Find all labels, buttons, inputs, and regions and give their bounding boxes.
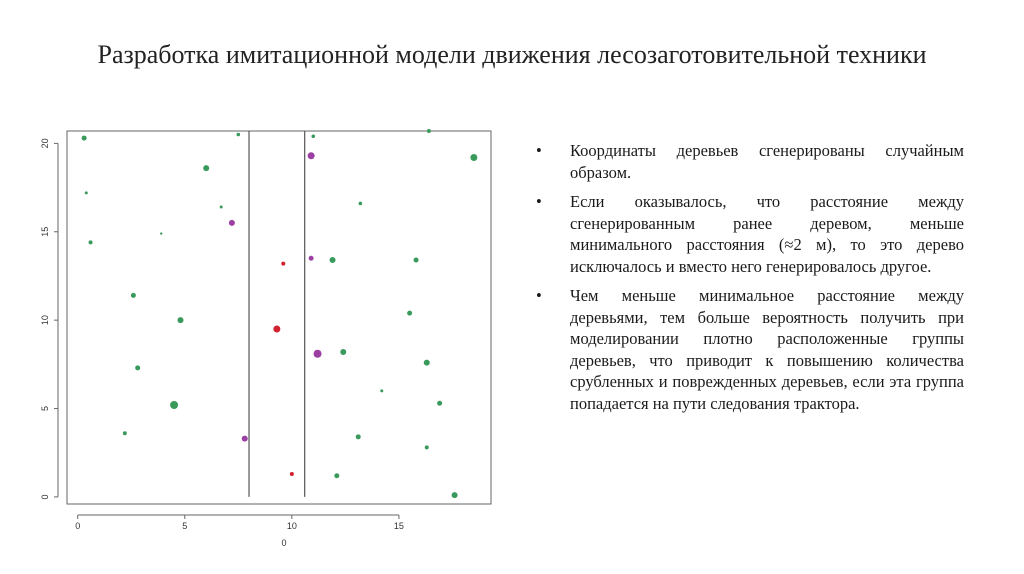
slide-title: Разработка имитационной модели движения лесозаготовительной техники [97,40,927,69]
x-tick-label-5: 5 [182,521,188,531]
data-point-8 [85,191,88,194]
y-tick-label-5: 5 [40,406,50,412]
data-point-23 [340,349,346,355]
data-point-21 [273,325,280,332]
y-tick-label-15: 15 [40,226,50,237]
data-point-29 [123,431,127,435]
x-tick-label-15: 15 [393,521,404,531]
data-point-22 [314,350,322,358]
data-point-26 [380,389,383,392]
bullet-text-1: Координаты деревьев сгенерированы случайным образом. [570,141,964,182]
data-point-30 [356,434,361,439]
data-point-12 [160,232,162,234]
data-point-1 [82,136,87,141]
data-point-31 [242,436,248,442]
data-point-14 [309,256,314,261]
data-point-20 [177,317,183,323]
data-point-27 [437,401,442,406]
data-point-3 [311,135,315,139]
data-point-28 [170,401,178,409]
data-point-34 [334,473,339,478]
data-point-9 [220,206,223,209]
data-point-5 [308,152,315,159]
data-point-16 [330,257,336,263]
data-point-6 [470,154,477,161]
bullet-glyph: • [536,286,542,305]
bullet-item-1 [536,140,964,183]
y-tick-label-10: 10 [40,315,50,326]
data-point-19 [407,311,412,316]
data-point-25 [135,365,140,370]
data-point-4 [427,129,431,133]
bullet-text-3: Чем меньше минимальное расстояние между деревьями, тем больше вероятность получить при моделировании плотно расположенные группы деревьев, что приводит к повышению количества срубленных и поврежденных деревьев, если эта группа попадается на пути следования трактора. [570,286,964,413]
data-point-15 [281,262,285,266]
bullet-item-2 [536,191,964,277]
x-tick-label-10: 10 [286,521,297,531]
data-point-13 [89,240,93,244]
data-point-2 [237,133,241,137]
data-point-35 [452,492,458,498]
y-tick-label-0: 0 [40,494,50,500]
bullet-glyph: • [536,192,542,211]
data-point-33 [290,472,294,476]
x-axis-label: 0 [281,538,287,548]
data-point-7 [203,165,209,171]
bullet-text-2: Если оказывалось, что расстояние между сгенерированным ранее деревом, меньше минимального расстояния (≈2 м), то это дерево исключалось и вместо него генерировалось другое. [570,192,964,276]
data-point-11 [229,220,235,226]
x-tick-label-0: 0 [75,521,81,531]
bullet-glyph: • [536,141,542,160]
bullet-item-3 [536,285,964,414]
data-point-18 [131,293,136,298]
data-point-24 [424,360,430,366]
data-point-10 [359,202,363,206]
y-tick-label-20: 20 [40,138,50,149]
bullet-list [536,140,964,422]
data-point-32 [425,445,429,449]
data-point-17 [414,258,419,263]
